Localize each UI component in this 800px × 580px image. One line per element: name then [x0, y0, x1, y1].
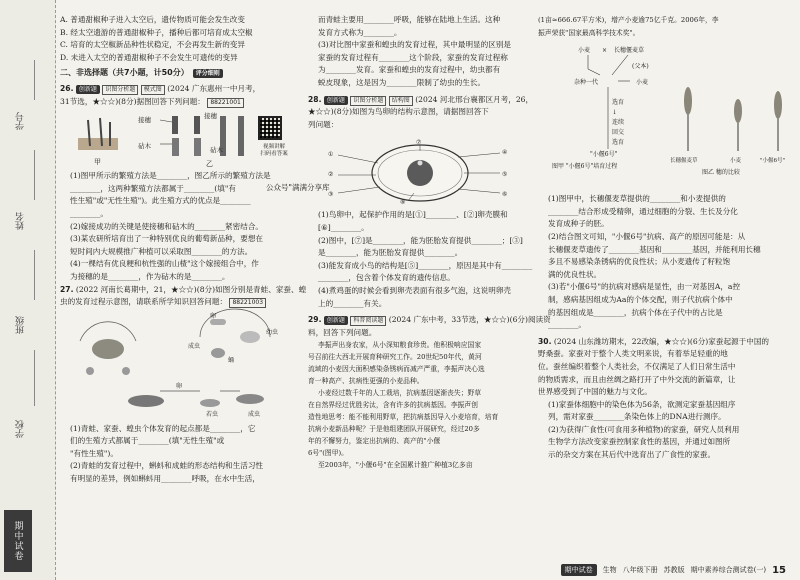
q26-item: (1)图甲所示的繁殖方法是________，图乙所示的繁殖方法是 [70, 171, 271, 181]
q29-tag: 科普阅读题 [350, 316, 386, 326]
q29-item: 满的优良性状。 [548, 269, 602, 279]
passage-line: 流域的小麦因大面积感染条锈病而减产严重，李振声决心选 [308, 365, 485, 374]
strip-label-school: 学校 [16, 420, 26, 438]
q26-item: ________，这两种繁殖方法都属于________(填"有 [70, 183, 236, 193]
footer-badge: 期中试卷 [561, 564, 597, 576]
q26-tag: 模式图 [141, 85, 165, 95]
ear-label: "小偃6号" [760, 158, 786, 165]
q30-line: 世界感受到了中国的魅力与文化。 [538, 387, 652, 397]
step-label: 选育 [612, 139, 625, 147]
passage-line: 李振声出身农家，从小深知粮食珍贵。他积极响应国家 [318, 341, 482, 350]
egg-part-number: ⑤ [502, 171, 508, 179]
q29-header [308, 314, 551, 327]
q27-text: 虫的发育过程示意图，请联系所学知识回答问题： [60, 297, 228, 307]
q28-item: 上的________有关。 [318, 298, 387, 308]
egg-figure [308, 141, 533, 205]
q29-item: ________。 [548, 320, 586, 330]
column-right [538, 14, 790, 462]
q29-passage [308, 339, 533, 471]
q29-tag: 创新题 [324, 316, 348, 325]
q29-item: ________结合形成受精卵，通过细胞的分裂、生长及分化 [548, 206, 738, 216]
q26-code: 88221001 [207, 98, 244, 108]
label-rootstock: 砧木 [138, 142, 151, 151]
passage-line: 号召前往大西北开展育种研究工作。20世纪50年代，黄河 [308, 353, 482, 362]
q26-number: 26. [60, 83, 74, 93]
figure-jia-caption: 图甲 "小偃6号"培育过程 [552, 163, 618, 171]
passage-line: 振声荣获"国家最高科学技术奖"。 [538, 28, 640, 37]
q26-item: (4)一棵结有优良粳和杭性强的山楂"这个嫁接组合中，作 [70, 259, 259, 269]
egg-part-number: ② [328, 171, 334, 179]
q28-item: ________，包含着个体发育的遗传信息。 [318, 273, 455, 283]
strip-label-name: 姓名 [16, 212, 26, 230]
q26-tag: 创新题 [76, 85, 100, 94]
q29-line: 料，回答下列问题。 [308, 327, 377, 337]
wheat-ear-shape [684, 87, 692, 115]
label-jia: 甲 [94, 158, 101, 167]
label-rootstock: 砧木 [210, 146, 223, 155]
q30-item: 生物学方法改变家蚕控制家食性的基因，并通过如图所 [548, 437, 731, 447]
q28-item: (1)鸟卵中，起保护作用的是[①]________、[②]卵壳膜和 [318, 210, 508, 220]
q28-item: (4)煮鸡蛋的时候会看到卵壳表面有很多气泡，这说明卵壳 [318, 285, 512, 295]
q26-item: 为接穗的是________，作为砧木的是________。 [70, 271, 230, 281]
q27-item: (1)青蛙、家蚕、蝗虫个体发育的起点都是________，它 [70, 423, 256, 433]
strip-line [34, 150, 35, 200]
male-parent-tag: (父本) [632, 63, 649, 71]
q26-line [60, 96, 250, 109]
label-yi: 乙 [206, 160, 213, 169]
passage-line: 抗病小麦新品种呢？于是他组建团队开展研究，经过20多 [308, 425, 480, 434]
stage-label: 卵 [210, 312, 217, 320]
q26-tag: 识图分析题 [102, 85, 138, 95]
q30-line: 的物质需求，而且由丝绸之路打开了中外交流的新篇章，让 [538, 374, 736, 384]
step-label: 选育 [612, 99, 625, 107]
q29-item: 的基因组成是________，抗病个体在子代中的占比是 [548, 307, 723, 317]
q28-item: (3)能发育成小鸟的结构是[⑤]________，原因是其中有________ [318, 260, 533, 270]
page-footer [561, 564, 786, 576]
qr-code[interactable] [258, 116, 282, 140]
binding-strip [0, 0, 56, 580]
q28-item: (2)图中，[⑦]是________，能为胚胎发育提供________；[③] [318, 235, 523, 245]
q28-line: ★☆☆)(8分)如图为鸟卵的结构示意图，请据图回答下 [308, 107, 489, 117]
section-title: 二、非选择题（共7小题，计50分） [60, 68, 189, 78]
q27-code: 88221003 [229, 298, 266, 308]
q26-item: (2)嫁接成功的关键是使接穗和砧木的________紧密结合。 [70, 221, 264, 231]
q29-item: 发育成种子的胚。 [548, 219, 609, 229]
strip-label-class: 班级 [16, 316, 26, 334]
q30-header [538, 336, 790, 349]
q29-item: (3)若"小偃6号"的抗病对感病是显性，由一对基因A，a控 [548, 282, 741, 292]
q28-tag: 结构图 [389, 96, 413, 106]
q27-cont: (3)对比图中家蚕和蝗虫的发育过程，其中最明显的区别是 [318, 40, 512, 50]
q27-number: 27. [60, 284, 74, 294]
q28-tag: 创新题 [324, 96, 348, 105]
q27-cont: 蜕皮现象，这是因为________限制了幼虫的生长。 [318, 77, 486, 87]
qr-caption: 视频讲解 扫码看答案 [260, 144, 288, 157]
passage-line: 年的不懈努力，鉴定出抗病的、高产的"小偃 [308, 437, 441, 446]
q28-item: [⑥]________。 [318, 222, 369, 232]
q26-item: 性生殖"或"无性生殖")。此生殖方式的优点是________ [70, 196, 251, 206]
q28-header [308, 94, 533, 107]
q27-figure [60, 311, 303, 421]
column-left [60, 14, 307, 486]
q29-number: 29. [308, 315, 322, 325]
step-label: ↓ [612, 109, 618, 117]
cross-symbol: × [602, 47, 608, 55]
passage-line: 育一种高产、抗病性更强的小麦品种。 [308, 377, 424, 386]
xiaoyan6-label: "小偃6号" [590, 151, 618, 159]
q30-item: 列，需对家蚕________条染色体上的DNA进行测序。 [548, 412, 726, 422]
bird-egg-diagram [308, 141, 533, 205]
stage-label: 成虫 [188, 342, 201, 350]
q27-cont: 而青蛙主要用________呼吸，能够在陆地上生活。这种 [318, 15, 501, 24]
footer-title: 期中素养综合测试卷(一) [690, 566, 767, 574]
strip-line [34, 250, 35, 300]
q29-source: (2024 广东中考，33节选，★☆☆)(6分)阅读资 [388, 315, 551, 325]
label-scion: 接穗 [138, 116, 151, 125]
footer-edition: 苏教版 [663, 566, 685, 574]
q26-source: (2024 广东惠州一中月考， [167, 83, 261, 93]
breeding-figure [538, 41, 790, 191]
q27-cont: 为________发育。家蚕和蝗虫的发育过程中，幼虫都有 [318, 65, 501, 75]
q26-item: ________。 [70, 208, 108, 218]
soil-shape [78, 138, 118, 150]
locust-shape [128, 395, 164, 407]
stage-label: 若虫 [206, 410, 219, 418]
passage-line: 至2003年，"小偃6号"在全国累计推广种植3亿多亩 [318, 461, 473, 470]
q27-line [60, 296, 303, 309]
egg-part-number: ⑧ [400, 199, 406, 207]
q27-item: 有明显的差异，例如蝌蚪用________呼吸，在水中生活， [70, 474, 260, 484]
passage-line: 造性地思考：能不能利用野草，把抗病基因导入小麦培育，培育 [308, 413, 499, 422]
q29-item: 长穗偃麦草遗传了________基因和________基因，并能利用长穗 [548, 244, 761, 254]
strip-badge: 期中试卷 [4, 510, 32, 572]
stage-label: 卵 [176, 382, 183, 390]
egg-part-number: ③ [328, 191, 334, 199]
frog-shape [92, 339, 124, 359]
option-d: D. 未进入太空的普通甜椒种子不会发生可遗传的变异 [60, 52, 238, 62]
passage-line: (1亩≈666.67平方米)，增产小麦逾75亿千克。2006年，李 [538, 16, 719, 24]
option-b: B. 经太空遗游的普通甜椒种子，播种后都可培育成太空椒 [60, 27, 253, 37]
q30-item: 示的杂交方案在其后代中选育出了广食性的家蚕。 [548, 450, 716, 460]
strip-line [34, 60, 35, 100]
q26-item: (3)某农研所培育出了一种特别优良的葡萄新品种，要想在 [70, 234, 264, 244]
strip-line [34, 350, 35, 406]
f1-hybrid: 杂种一代 [574, 79, 599, 87]
q27-header [60, 284, 307, 297]
q30-number: 30. [538, 336, 552, 346]
option-a: A. 普通甜椒种子进入太空后，遗传物质可能会发生改变 [60, 15, 245, 24]
q30-text: (2024 山东潍坊期末，22改编，★☆☆)(6分)家蚕起源于中国的 [553, 336, 770, 346]
q30-item: (1)家蚕体细胞中的染色体为56条，欲测定家蚕基因组序 [548, 399, 736, 409]
wheat-backcross: 小麦 [636, 79, 649, 87]
q27-item: 们的生殖方式都属于________(填"无性生殖"或 [70, 436, 225, 446]
parent-wheatgrass: 长穗偃麦草 [614, 47, 645, 55]
section-heading [60, 67, 303, 80]
q26-item: 短时间内大规模推广种植可以采取图________的方法。 [70, 246, 253, 256]
wheat-ear-shape [774, 91, 782, 119]
page-number: 15 [772, 564, 786, 576]
q29-item: (2)结合图文可知，"小偃6号"抗病、高产的原因可能是：从 [548, 231, 746, 241]
q28-item: 是________，能为胚胎发育提供________。 [318, 248, 463, 258]
passage-line: 小麦经过数千年的人工栽培，抗病基因逐渐丧失；野草 [318, 389, 482, 398]
q27-cont: 发育方式称为________。 [318, 27, 402, 37]
step-label: 回交 [612, 129, 625, 137]
grafting-diagram [60, 110, 260, 168]
q26-text: 31节选，★☆☆)(8分)据图回答下列问题： [60, 96, 205, 106]
ear-label: 长穗偃麦草 [670, 158, 698, 165]
passage-line: 在自然界经过优胜劣汰，含有许多的抗病基因。李振声创 [308, 401, 478, 410]
step-label: 连续 [612, 119, 625, 127]
wheat-ear-shape [734, 99, 742, 123]
egg-part-number: ⑦ [416, 139, 422, 147]
figure-yi-caption: 图乙 穗的比较 [702, 169, 740, 177]
q29-item: 制，感病基因组成为Aa的个体交配，则子代抗病个体中 [548, 294, 733, 304]
q27-text: (2022 河南长葛期中，21，★☆☆)(8分)如图分别是青蛙、家蚕、蝗 [75, 284, 307, 294]
egg-part-number: ① [328, 151, 334, 159]
stage-label: 幼虫 [266, 328, 279, 336]
q28-tag: 识图分析题 [350, 96, 386, 106]
label-scion: 接穗 [204, 112, 217, 121]
section-tag: 评分细则 [193, 69, 223, 78]
egg-part-number: ⑥ [502, 191, 508, 199]
q26-header [60, 83, 303, 96]
parent-wheat: 小麦 [578, 47, 591, 55]
egg-part-number: ④ [502, 149, 508, 157]
q27-cont: 家蚕的发育过程有________这个阶段，家蚕的发育过程称 [318, 52, 508, 62]
stage-label: 成虫 [248, 410, 261, 418]
q29-item: (1)图甲中，长穗偃麦草提供的________和小麦提供的 [548, 194, 726, 204]
q28-number: 28. [308, 94, 322, 104]
option-c: C. 培育的太空椒新品种性状稳定，不会再发生新的变异 [60, 40, 246, 50]
q28-line: 列问题： [308, 119, 339, 129]
q30-item: (2)为获得广食性(可食用多种植物)的家蚕，研究人员利用 [548, 424, 740, 434]
q28-source: (2024 河北邢台襄都区月考，26， [415, 94, 534, 104]
q30-line: 位。蚕丝编织着整个人类社会，不仅满足了人们日常生活中 [538, 361, 736, 371]
ear-label: 小麦 [730, 158, 742, 165]
q30-line: 野桑蚕。家蚕对于整个人类文明来说，有着举足轻重的地 [538, 349, 728, 359]
footer-subject: 生物 [602, 566, 617, 574]
watermark-text: 公众号"满满分享库 [266, 183, 330, 192]
footer-grade: 八年级下册 [622, 566, 658, 574]
passage-line: 6号"(图甲)。 [308, 449, 348, 458]
q29-item: 多且不易感染条锈病的优良性状；从小麦遗传了籽粒饱 [548, 257, 731, 267]
strip-label-student-id: 学号 [16, 112, 26, 130]
q27-item: (2)青蛙的发育过程中，蝌蚪和成蛙的形态结构和生活习性 [70, 461, 264, 471]
q27-item: "有性生殖")。 [70, 448, 118, 458]
stage-label: 蛹 [228, 356, 235, 364]
metamorphosis-diagram [60, 311, 300, 421]
